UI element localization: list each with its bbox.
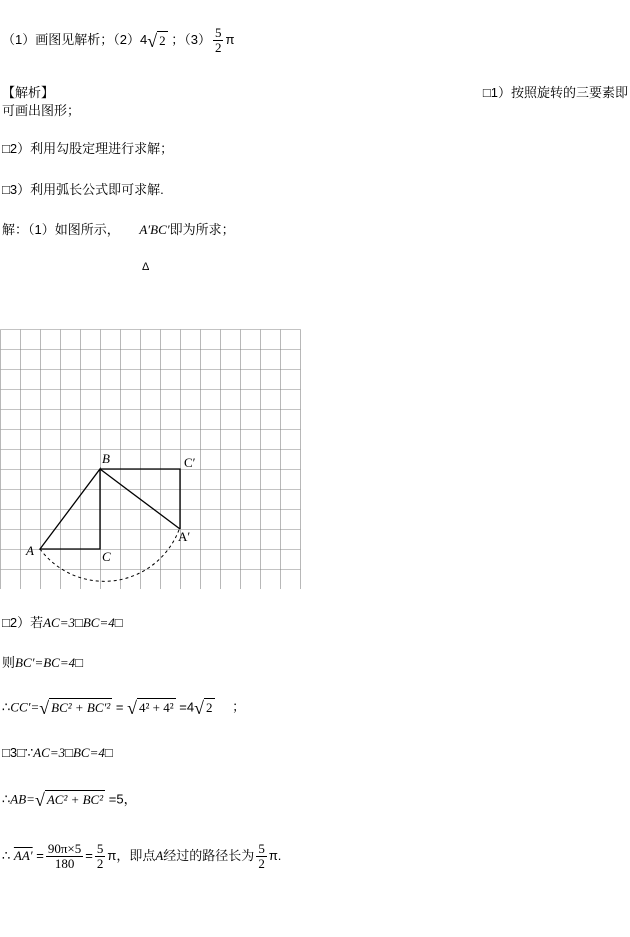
part2-l1-prefix: □2）若 bbox=[2, 615, 44, 630]
equals-sign-2: = bbox=[36, 847, 44, 863]
part2-l3-result: =4 bbox=[179, 699, 195, 715]
answer-fraction: $\frac{5}{2}$ bbox=[214, 25, 222, 55]
arc-aa-prime: AA′ bbox=[13, 847, 33, 863]
part2-l3-lhs: CC′= bbox=[10, 699, 40, 715]
answer-pi: π bbox=[225, 31, 235, 47]
part2-l2-math: BC′=BC=4□ bbox=[15, 655, 83, 670]
equals-sign: = bbox=[115, 699, 124, 715]
label-c-prime: C′ bbox=[184, 455, 196, 470]
part3-l1-prefix: □3□∵ bbox=[2, 745, 34, 760]
part3-l2-lhs: AB= bbox=[10, 791, 35, 807]
part3-l3-end: π. bbox=[268, 847, 282, 863]
part3-l2-tail: =5， bbox=[108, 791, 137, 807]
five-halves-fraction: $\frac{5}{2}$ bbox=[96, 841, 104, 871]
grid-lines bbox=[1, 330, 301, 590]
rotation-figure bbox=[0, 327, 302, 589]
part2-line1 bbox=[2, 614, 123, 632]
answer-text-2: ；（3） bbox=[171, 31, 211, 47]
answer-line bbox=[2, 26, 234, 55]
part2-line3 bbox=[2, 698, 245, 718]
part2-line2 bbox=[2, 654, 83, 672]
part2-l3-tail: ； bbox=[232, 699, 246, 715]
sqrt-2: √ 2 bbox=[147, 30, 166, 51]
five-halves-fraction-2: $\frac{5}{2}$ bbox=[258, 841, 265, 871]
analysis-point-1: □1）按照旋转的三要素即 bbox=[482, 85, 628, 100]
therefore-symbol-3: ∴ bbox=[2, 847, 11, 863]
label-a-prime: A′ bbox=[178, 529, 191, 544]
label-a: A bbox=[26, 543, 34, 558]
label-b: B bbox=[102, 451, 110, 466]
analysis-heading: 【解析】 bbox=[2, 85, 55, 100]
analysis-point-2: □2）利用勾股定理进行求解； bbox=[2, 141, 174, 156]
solution-intro-prefix: 解：（1）如图所示， bbox=[2, 222, 120, 237]
part2-l1-math: AC=3□BC=4□ bbox=[43, 615, 123, 630]
part3-l3-mid: π，即点 bbox=[107, 847, 156, 863]
part3-l3-mid2: 经过的路径长为 bbox=[163, 847, 255, 863]
part3-line2 bbox=[2, 790, 137, 810]
solution-intro bbox=[2, 221, 235, 239]
therefore-symbol: ∴ bbox=[2, 699, 11, 715]
arc-length-fraction: $\frac{90\pi\times 5}{180}$ bbox=[47, 841, 82, 871]
label-c: C bbox=[102, 549, 111, 564]
solution-intro-math: A′BC′ bbox=[139, 222, 170, 237]
part3-l1-math: AC=3□BC=4□ bbox=[33, 745, 113, 760]
sqrt-2b: √ 2 bbox=[194, 698, 213, 718]
analysis-point-3: □3）利用弧长公式即可求解. bbox=[2, 182, 164, 197]
therefore-symbol-2: ∴ bbox=[2, 791, 11, 807]
part3-line3 bbox=[2, 842, 281, 871]
sqrt-44: √ 4² + 4² bbox=[127, 698, 174, 718]
answer-text-1: （1）画图见解析；（2）4 bbox=[2, 31, 148, 47]
point-a-label: A bbox=[155, 847, 164, 863]
part3-line1 bbox=[2, 744, 113, 762]
analysis-point-1-cont: 可画出图形； bbox=[2, 103, 81, 118]
segment-ba-prime bbox=[100, 469, 180, 529]
part2-l2-prefix: 则 bbox=[2, 655, 16, 670]
sqrt-bc: √ BC² + BC′² bbox=[39, 698, 111, 718]
triangle-symbol: Δ bbox=[142, 261, 150, 273]
solution-intro-suffix: 即为所求； bbox=[169, 222, 235, 237]
equals-sign-3: = bbox=[85, 847, 93, 863]
triangle-abc bbox=[40, 469, 100, 549]
sqrt-ac-bc: √ AC² + BC² bbox=[34, 790, 104, 810]
